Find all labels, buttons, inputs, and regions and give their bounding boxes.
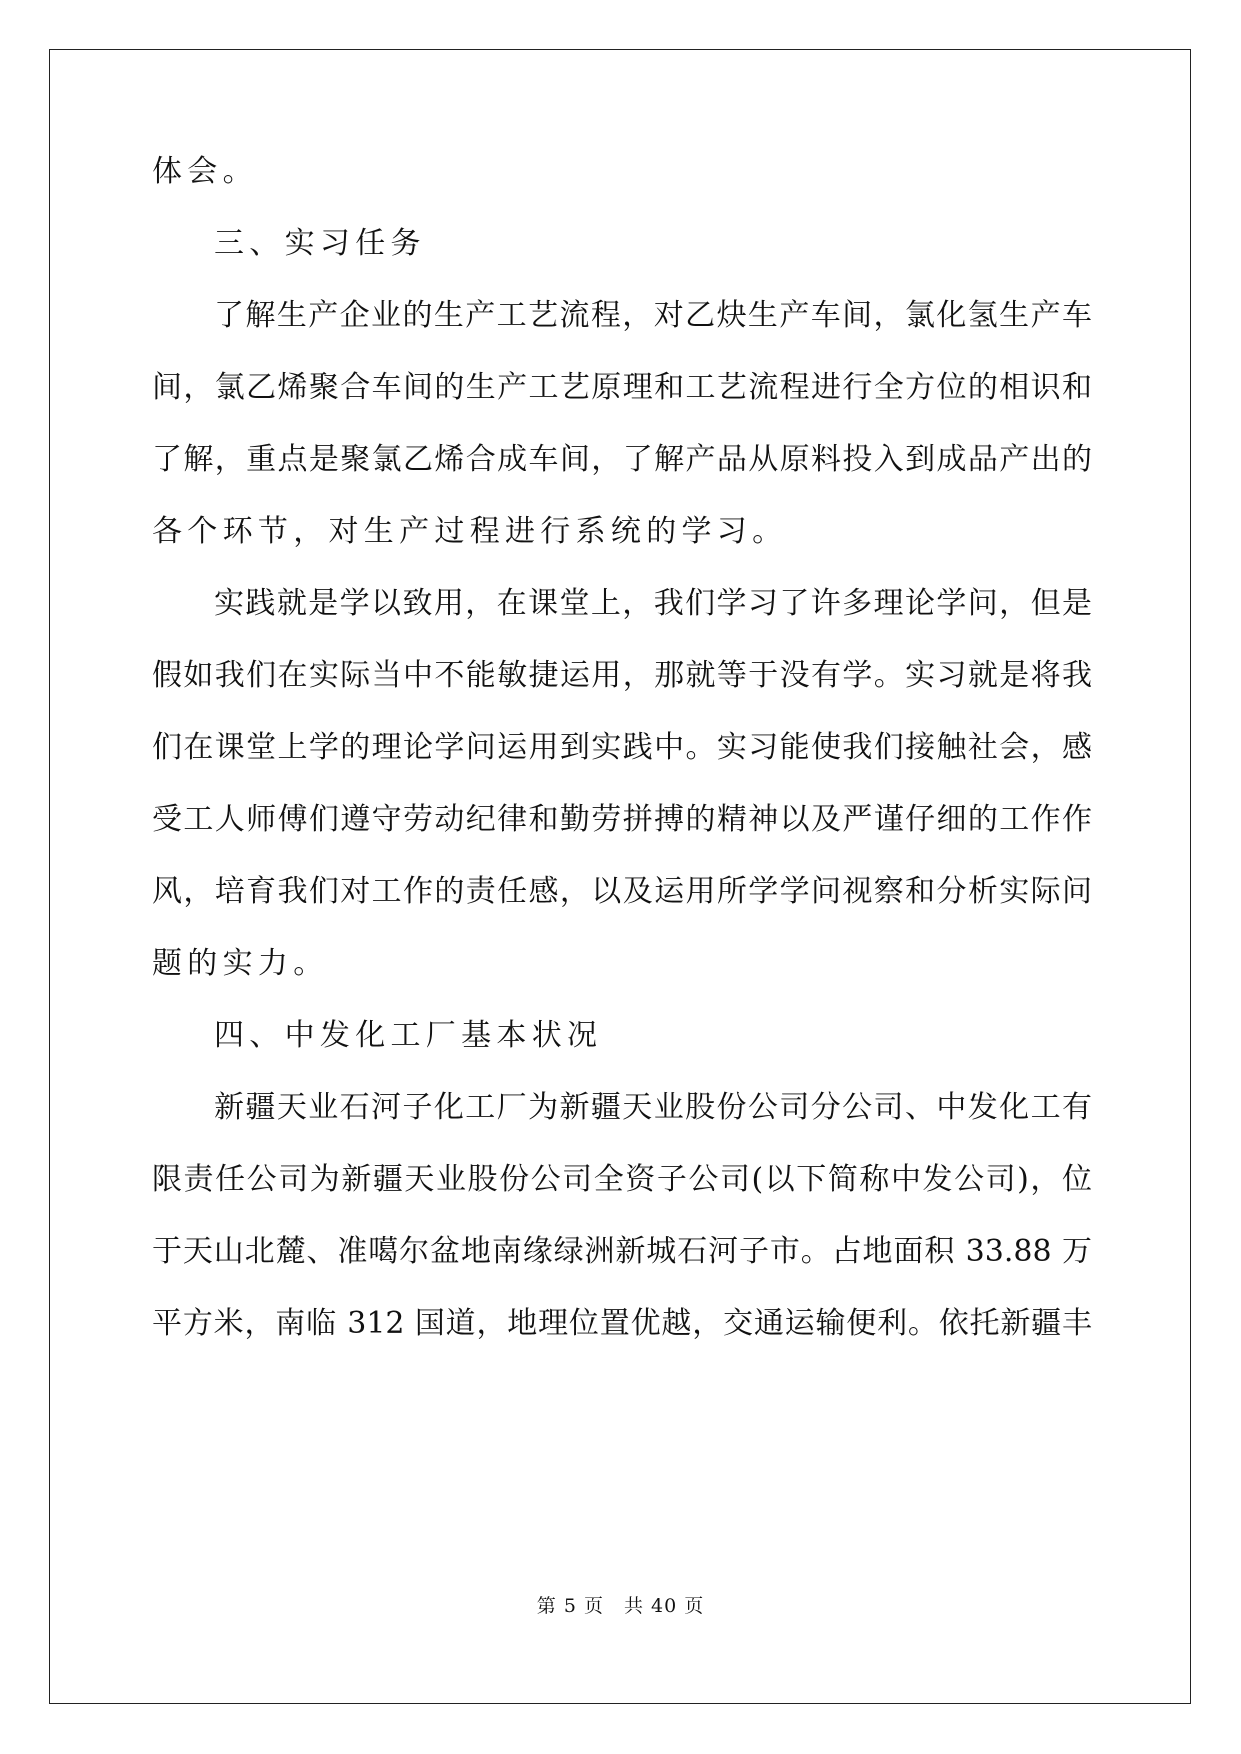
body-text-line: 新疆天业石河子化工厂为新疆天业股份公司分公司、中发化工有 (214, 1090, 1092, 1125)
section-heading-internship-tasks: 三、实习任务 (214, 226, 426, 261)
body-text-line: 受工人师傅们遵守劳动纪律和勤劳拼搏的精神以及严谨仔细的工作作 (152, 802, 1092, 837)
body-text-line: 各个环节，对生产过程进行系统的学习。 (152, 514, 788, 549)
body-text-line: 了解，重点是聚氯乙烯合成车间，了解产品从原料投入到成品产出的 (152, 442, 1092, 477)
section-heading-plant-overview: 四、中发化工厂基本状况 (214, 1018, 603, 1053)
body-text-line: 风，培育我们对工作的责任感，以及运用所学学问视察和分析实际问 (152, 874, 1092, 909)
body-text-line: 间，氯乙烯聚合车间的生产工艺原理和工艺流程进行全方位的相识和 (152, 370, 1092, 405)
body-text-line: 限责任公司为新疆天业股份公司全资子公司(以下简称中发公司)，位 (152, 1162, 1092, 1197)
body-text-line: 题的实力。 (152, 946, 329, 981)
body-text-line: 平方米，南临 312 国道，地理位置优越，交通运输便利。依托新疆丰 (152, 1306, 1092, 1341)
body-text-line: 假如我们在实际当中不能敏捷运用，那就等于没有学。实习就是将我 (152, 658, 1092, 693)
page-number-footer: 第 5 页 共 40 页 (536, 1595, 705, 1617)
body-text-line: 了解生产企业的生产工艺流程，对乙炔生产车间，氯化氢生产车 (214, 298, 1092, 333)
body-text-line: 于天山北麓、准噶尔盆地南缘绿洲新城石河子市。占地面积 33.88 万 (152, 1234, 1092, 1269)
body-text-line: 体会。 (152, 154, 258, 189)
body-text-line: 实践就是学以致用，在课堂上，我们学习了许多理论学问，但是 (214, 586, 1092, 621)
body-text-line: 们在课堂上学的理论学问运用到实践中。实习能使我们接触社会，感 (152, 730, 1092, 765)
